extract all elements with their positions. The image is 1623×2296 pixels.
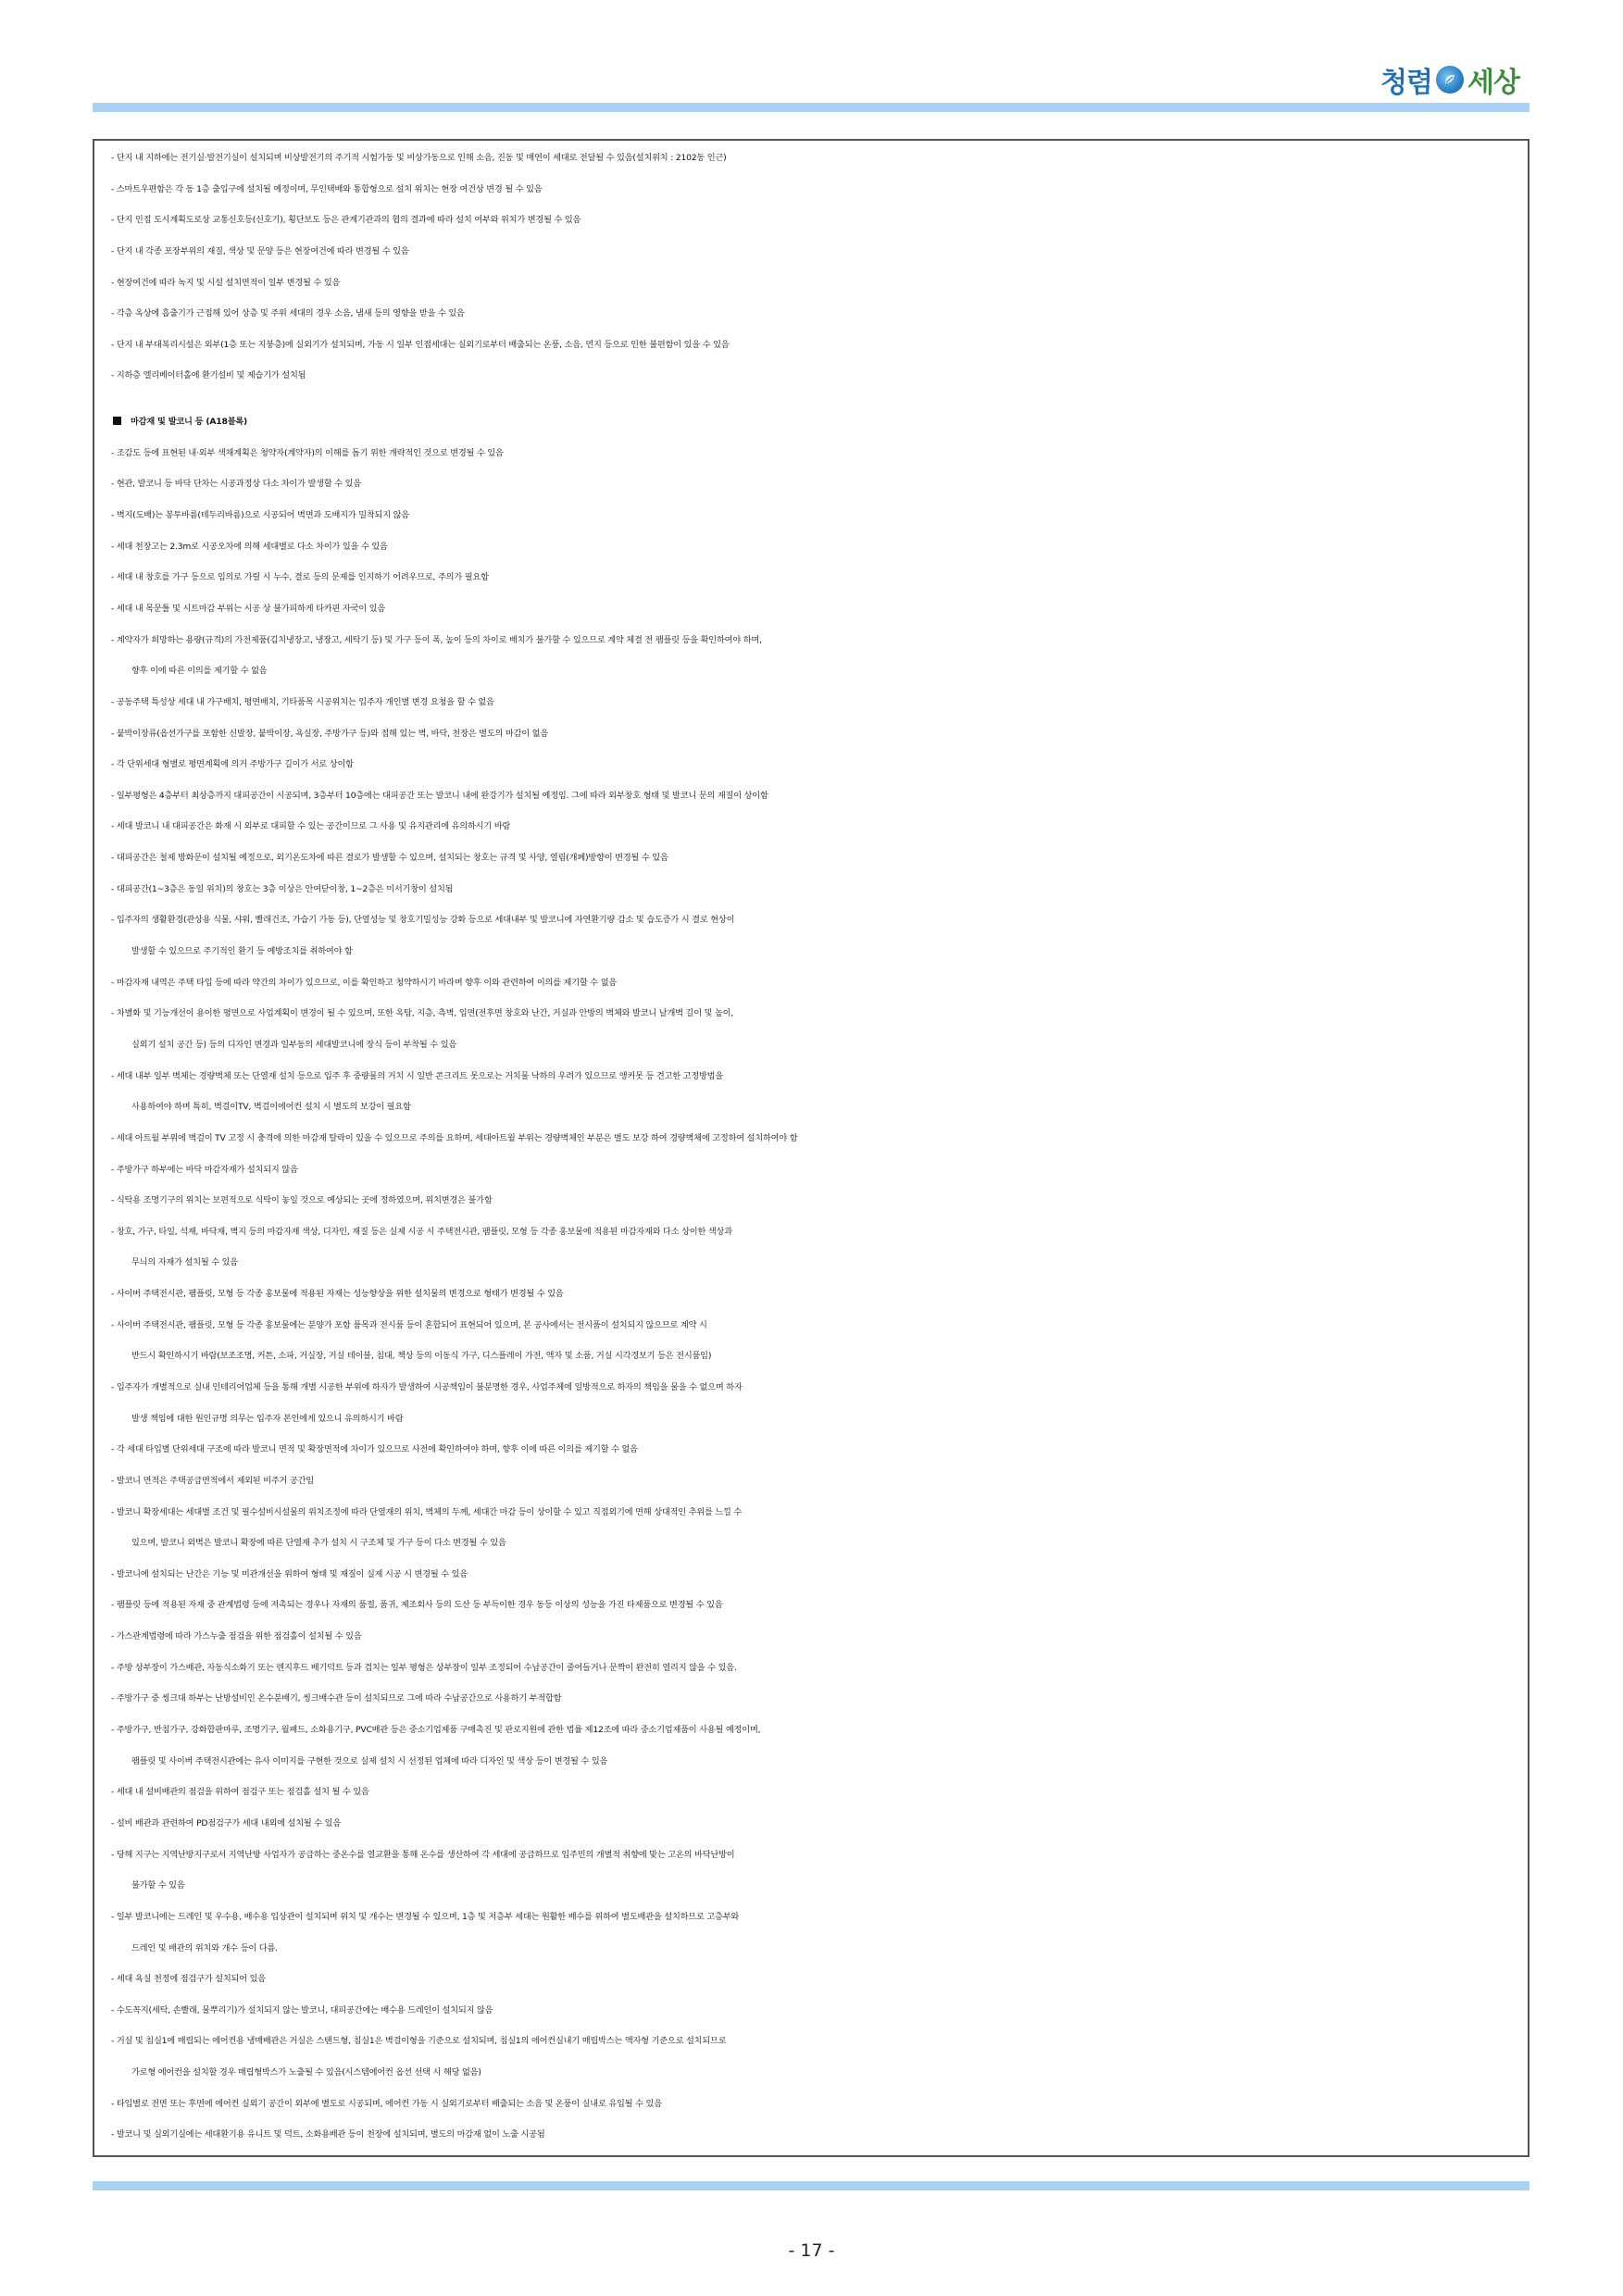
list-item: - 팸플릿 등에 적용된 자재 중 관계법령 등에 저촉되는 경우나 자재의 품절, 품귀, 제조회사 등의 도산 등 부득이한 경우 동등 이상의 성능을 가진 타제품으로 변경될 수 있음	[111, 1600, 723, 1611]
list-item: - 가스관계법령에 따라 가스누출 점검을 위한 점검홀이 설치될 수 있음	[111, 1631, 362, 1642]
list-item: - 세대 내 창호를 가구 등으로 임의로 가릴 시 누수, 결로 등의 문제를 인지하기 어려우므로, 주의가 필요함	[111, 572, 489, 583]
list-item: - 사이버 주택전시관, 팸플릿, 모형 등 각종 홍보물에는 분양가 포함 품목과 전시품 등이 혼합되어 표현되어 있으며, 본 공사에서는 전시품이 설치되지 않으므로 계약 시	[111, 1319, 707, 1330]
list-item-continuation: 가로형 에어컨을 설치할 경우 매립형박스가 노출될 수 있음(시스템에어컨 옵션 선택 시 해당 없음)	[131, 2067, 481, 2078]
list-item: - 주방가구, 반침가구, 강화합판마루, 조명기구, 월패드, 소화용기구, PVC배관 등은 중소기업제품 구매촉진 및 판로지원에 관한 법률 제12조에 따라 중소기업제품이 사용될 예정이며,	[111, 1725, 761, 1736]
list-item: - 발코니 면적은 주택공급면적에서 제외된 비주거 공간임	[111, 1475, 314, 1486]
footer-rule	[93, 2181, 1529, 2190]
list-item-continuation: 발생할 수 있으므로 주기적인 환기 등 예방조치를 취하여야 함	[131, 946, 353, 957]
logo-text-left: 청렴	[1380, 67, 1433, 99]
list-item: - 수도꼭지(세탁, 손빨래, 물뿌리기)가 설치되지 않는 발코니, 대피공간에는 배수용 드레인이 설치되지 않음	[111, 2004, 493, 2015]
list-item: - 일부평형은 4층부터 최상층까지 대피공간이 시공되며, 3층부터 10층에는 대피공간 또는 발코니 내에 완강기가 설치될 예정임. 그에 따라 외부창호 형태 및 발코니 문의 재질이 상이함	[111, 790, 768, 801]
list-item: - 단지 내 지하에는 전기실·발전기실이 설치되며 비상발전기의 주기적 시험가동 및 비상가동으로 인해 소음, 진동 및 매연이 세대로 전달될 수 있음(설치위치 : 2102동 인근)	[111, 153, 727, 163]
list-item: - 단지 인접 도시계획도로상 교통신호등(신호기), 횡단보도 등은 관계기관과의 협의 결과에 따라 설치 여부와 위치가 변경될 수 있음	[111, 215, 581, 226]
list-item-continuation: 무늬의 자재가 설치될 수 있음	[131, 1257, 238, 1268]
list-item-continuation: 실외기 설치 공간 등) 등의 디자인 변경과 일부동의 세대발코니에 장식 등이 부착될 수 있음	[131, 1039, 457, 1050]
section-heading-text: 마감재 및 발코니 등 (A18블록)	[131, 417, 248, 428]
list-item: - 사이버 주택전시관, 팸플릿, 모형 등 각종 홍보물에 적용된 자재는 성능향상을 위한 설치물의 변경으로 형태가 변경될 수 있음	[111, 1289, 564, 1300]
list-item: - 단지 내 부대복리시설은 외부(1층 또는 지붕층)에 실외기가 설치되며, 가동 시 일부 인접세대는 실외기로부터 배출되는 온풍, 소음, 먼지 등으로 인한 불편함이 있을 수 있음	[111, 339, 730, 350]
list-item: - 당해 지구는 지역난방지구로서 지역난방 사업자가 공급하는 중온수를 열교환을 통해 온수를 생산하여 각 세대에 공급하므로 입주민의 개별적 취향에 맞는 고온의 바닥난방이	[111, 1849, 735, 1860]
header-rule	[93, 103, 1529, 112]
list-item-continuation: 팸플릿 및 사이버 주택전시관에는 유사 이미지를 구현한 것으로 실제 설치 시 선정된 업체에 따라 디자인 및 색상 등이 변경될 수 있음	[131, 1755, 608, 1766]
list-item: - 세대 발코니 내 대피공간은 화재 시 외부로 대피할 수 있는 공간이므로 그 사용 및 유지관리에 유의하시기 바람	[111, 821, 511, 832]
logo-text-right: 세상	[1467, 67, 1519, 99]
list-item: - 주방가구 하부에는 바닥 마감자재가 설치되지 않음	[111, 1164, 298, 1175]
list-item: - 입주자의 생활환경(관상용 식물, 샤워, 빨래건조, 가습기 가동 등), 단열성능 및 창호기밀성능 강화 등으로 세대내부 및 발코니에 자연환기량 감소 및 습도증가 시 결로 현상이	[111, 915, 735, 926]
list-item: - 세대 욕실 천정에 점검구가 설치되어 있음	[111, 1974, 266, 1985]
list-item: - 붙박이장류(옵션가구를 포함한 신발장, 붙박이장, 욕실장, 주방가구 등)와 접해 있는 벽, 바닥, 천장은 별도의 마감이 없음	[111, 728, 549, 739]
spacer	[111, 392, 1528, 406]
list-item: - 각층 옥상에 흡출기가 근접해 있어 상층 및 주위 세대의 경우 소음, 냄새 등의 영향을 받을 수 있음	[111, 308, 465, 319]
list-item: - 식탁용 조명기구의 위치는 보편적으로 식탁이 놓일 것으로 예상되는 곳에 정하였으며, 위치변경은 불가함	[111, 1195, 493, 1206]
list-item: - 입주자가 개별적으로 실내 인테리어업체 등을 통해 개별 시공한 부위에 하자가 발생하여 시공책임이 불분명한 경우, 사업주체에 일방적으로 하자의 책임을 물을 수 없으며 하자	[111, 1381, 743, 1392]
list-item: - 주방가구 중 씽크대 하부는 난방설비인 온수분배기, 씽크배수관 등이 설치되므로 그에 따라 수납공간으로 사용하기 부적합함	[111, 1693, 562, 1704]
list-item: - 계약자가 희망하는 용량(규격)의 가전제품(김치냉장고, 냉장고, 세탁기 등) 및 가구 등이 폭, 높이 등의 차이로 배치가 불가할 수 있으므로 계약 체결 전 팸플릿 등을 확인하여야 하며,	[111, 634, 762, 645]
list-item: - 대피공간(1~3층은 동일 위치)의 창호는 3층 이상은 안여닫이창, 1~2층은 미서기창이 설치됨	[111, 883, 454, 894]
list-item: - 세대 아트월 부위에 벽걸이 TV 고정 시 충격에 의한 마감재 탈락이 있을 수 있으므로 주의를 요하며, 세대아트월 부위는 경량벽체인 부분은 별도 보강 하여 경량벽체에 고정하여 설치하여야 함	[111, 1132, 798, 1143]
list-item: - 세대 천장고는 2.3m로 시공오차에 의해 세대별로 다소 차이가 있을 수 있음	[111, 541, 388, 552]
leaf-globe-icon	[1436, 66, 1464, 94]
list-item-continuation: 향후 이에 따른 이의를 제기할 수 없음	[131, 666, 268, 677]
list-item: - 설비 배관과 관련하여 PD점검구가 세대 내외에 설치될 수 있음	[111, 1817, 342, 1828]
list-item: - 지하층 엘리베이터홀에 환기설비 및 제습기가 설치됨	[111, 370, 306, 381]
list-item: - 타입별로 전면 또는 후면에 에어컨 실외기 공간이 외부에 별도로 시공되며, 에어컨 가동 시 실외기로부터 배출되는 소음 및 온풍이 실내로 유입될 수 있음	[111, 2098, 662, 2109]
list-item: - 공동주택 특성상 세대 내 가구배치, 평면배치, 기타품목 시공위치는 입주자 개인별 변경 요청을 할 수 없음	[111, 696, 494, 707]
list-item: - 현장여건에 따라 녹지 및 시설 설치면적이 일부 변경될 수 있음	[111, 277, 341, 288]
list-item: - 마감자재 내역은 주택 타입 등에 따라 약간의 차이가 있으므로, 이를 확인하고 청약하시기 바라며 향후 이와 관련하여 이의를 제기할 수 없음	[111, 977, 618, 988]
list-item: - 대피공간은 철제 방화문이 설치될 예정으로, 외기온도차에 따른 결로가 발생할 수 있으며, 설치되는 창호는 규격 및 사양, 열림(개폐)방향이 변경될 수 있음	[111, 853, 668, 864]
list-item: - 일부 발코니에는 드레인 및 우수용, 배수용 입상관이 설치되며 위치 및 개수는 변경될 수 있으며, 1층 및 저층부 세대는 원활한 배수를 위하여 별도배관을 설치하므로 고층부와	[111, 1911, 740, 1922]
list-item: - 차별화 및 기능개선이 용이한 평면으로 사업계획이 변경이 될 수 있으며, 또한 옥탑, 지층, 측벽, 입면(전후면 창호와 난간, 거실과 안방의 벽체와 발코니 날개벽 길이 및 높이,	[111, 1008, 734, 1019]
list-item: - 발코니 확장세대는 세대별 조건 및 필수설비시설물의 위치조정에 따라 단열재의 위치, 벽체의 두께, 세대간 마감 등이 상이할 수 있고 직접외기에 면해 상대적인 추위를 느낄 수	[111, 1506, 743, 1517]
list-item: - 창호, 가구, 타일, 석재, 바닥재, 벽지 등의 마감자재 색상, 디자인, 재질 등은 실제 시공 시 주택전시관, 팸플릿, 모형 등 각종 홍보물에 적용된 마감자재와 다소 상이한 색상과	[111, 1226, 732, 1237]
list-item: - 스마트우편함은 각 동 1층 출입구에 설치될 예정이며, 무인택배와 통합형으로 설치 위치는 현장 여건상 변경 될 수 있음	[111, 183, 543, 194]
list-item: - 거실 및 침실1에 매립되는 에어컨용 냉매배관은 거실은 스탠드형, 침실1은 벽걸이형을 기준으로 설치되며, 침실1의 에어컨실내기 매립박스는 액자형 기준으로 설치되므로	[111, 2036, 727, 2047]
list-item-continuation: 사용하여야 하며 특히, 벽걸이TV, 벽걸이에어컨 설치 시 별도의 보강이 필요함	[131, 1102, 411, 1113]
list-item-continuation: 발생 책임에 대한 원인규명 의무는 입주자 본인에게 있으니 유의하시기 바람	[131, 1413, 404, 1424]
list-item-continuation: 드레인 및 배관의 위치와 개수 등이 다름.	[131, 1942, 278, 1953]
list-item: - 세대 내부 일부 벽체는 경량벽체 또는 단열재 설치 등으로 입주 후 중량물의 거치 시 일반 콘크리트 못으로는 거치물 낙하의 우려가 있으므로 앵커못 등 견고한 고정방법을	[111, 1070, 724, 1081]
list-item: - 벽지(도배)는 봉투바름(테두리바름)으로 시공되어 벽면과 도배지가 밀착되지 않음	[111, 510, 409, 521]
list-item: - 세대 내 설비배관의 점검을 위하여 점검구 또는 점검홀 설치 될 수 있음	[111, 1787, 369, 1798]
notice-box	[93, 139, 1529, 2157]
list-item: - 발코니 및 실외기실에는 세대환기용 유니트 및 덕트, 소화용배관 등이 천장에 설치되며, 별도의 마감재 없이 노출 시공됨	[111, 2129, 545, 2140]
section-heading	[111, 406, 1528, 438]
list-item-continuation: 있으며, 발코니 외벽은 발코니 확장에 따른 단열재 추가 설치 시 구조체 및 가구 등이 다소 변경될 수 있음	[131, 1538, 506, 1549]
list-item: - 각 세대 타입별 단위세대 구조에 따라 발코니 면적 및 확장면적에 차이가 있으므로 사전에 확인하여야 하며, 향후 이에 따른 이의를 제기할 수 없음	[111, 1444, 638, 1455]
square-bullet-icon	[113, 417, 121, 425]
list-item: - 발코니에 설치되는 난간은 기능 및 미관개선을 위하여 형태 및 재질이 실제 시공 시 변경될 수 있음	[111, 1568, 468, 1579]
list-item: - 세대 내 목문틀 및 시트마감 부위는 시공 상 불가피하게 타카핀 자국이 있음	[111, 603, 386, 614]
list-item: - 주방 상부장이 가스배관, 자동식소화기 또는 렌지후드 배기덕트 등과 겹치는 일부 평형은 상부장이 일부 조정되어 수납공간이 줄어들거나 문짝이 완전히 열리지 않을 수 있음.	[111, 1662, 737, 1673]
header-logo	[1380, 59, 1519, 100]
list-item: - 단지 내 각종 포장부위의 재질, 색상 및 문양 등은 현장여건에 따라 변경될 수 있음	[111, 245, 409, 256]
page-number: - 17 -	[788, 2240, 835, 2261]
list-item-continuation: 불가할 수 있음	[131, 1880, 185, 1891]
list-item: - 조감도 등에 표현된 내·외부 색채계획은 청약자(계약자)의 이해를 돕기 위한 개략적인 것으로 변경될 수 있음	[111, 447, 504, 458]
list-item: - 현관, 발코니 등 바닥 단차는 시공과정상 다소 차이가 발생할 수 있음	[111, 479, 361, 490]
list-item: - 각 단위세대 형별로 평면계획에 의거 주방가구 길이가 서로 상이함	[111, 759, 354, 770]
list-item-continuation: 반드시 확인하시기 바람(보조조명, 커튼, 소파, 거실장, 거실 테이블, 침대, 책상 등의 이동식 가구, 디스플레이 가전, 액자 및 소품, 거실 시각경보기 등은 전시품임)	[131, 1351, 712, 1362]
